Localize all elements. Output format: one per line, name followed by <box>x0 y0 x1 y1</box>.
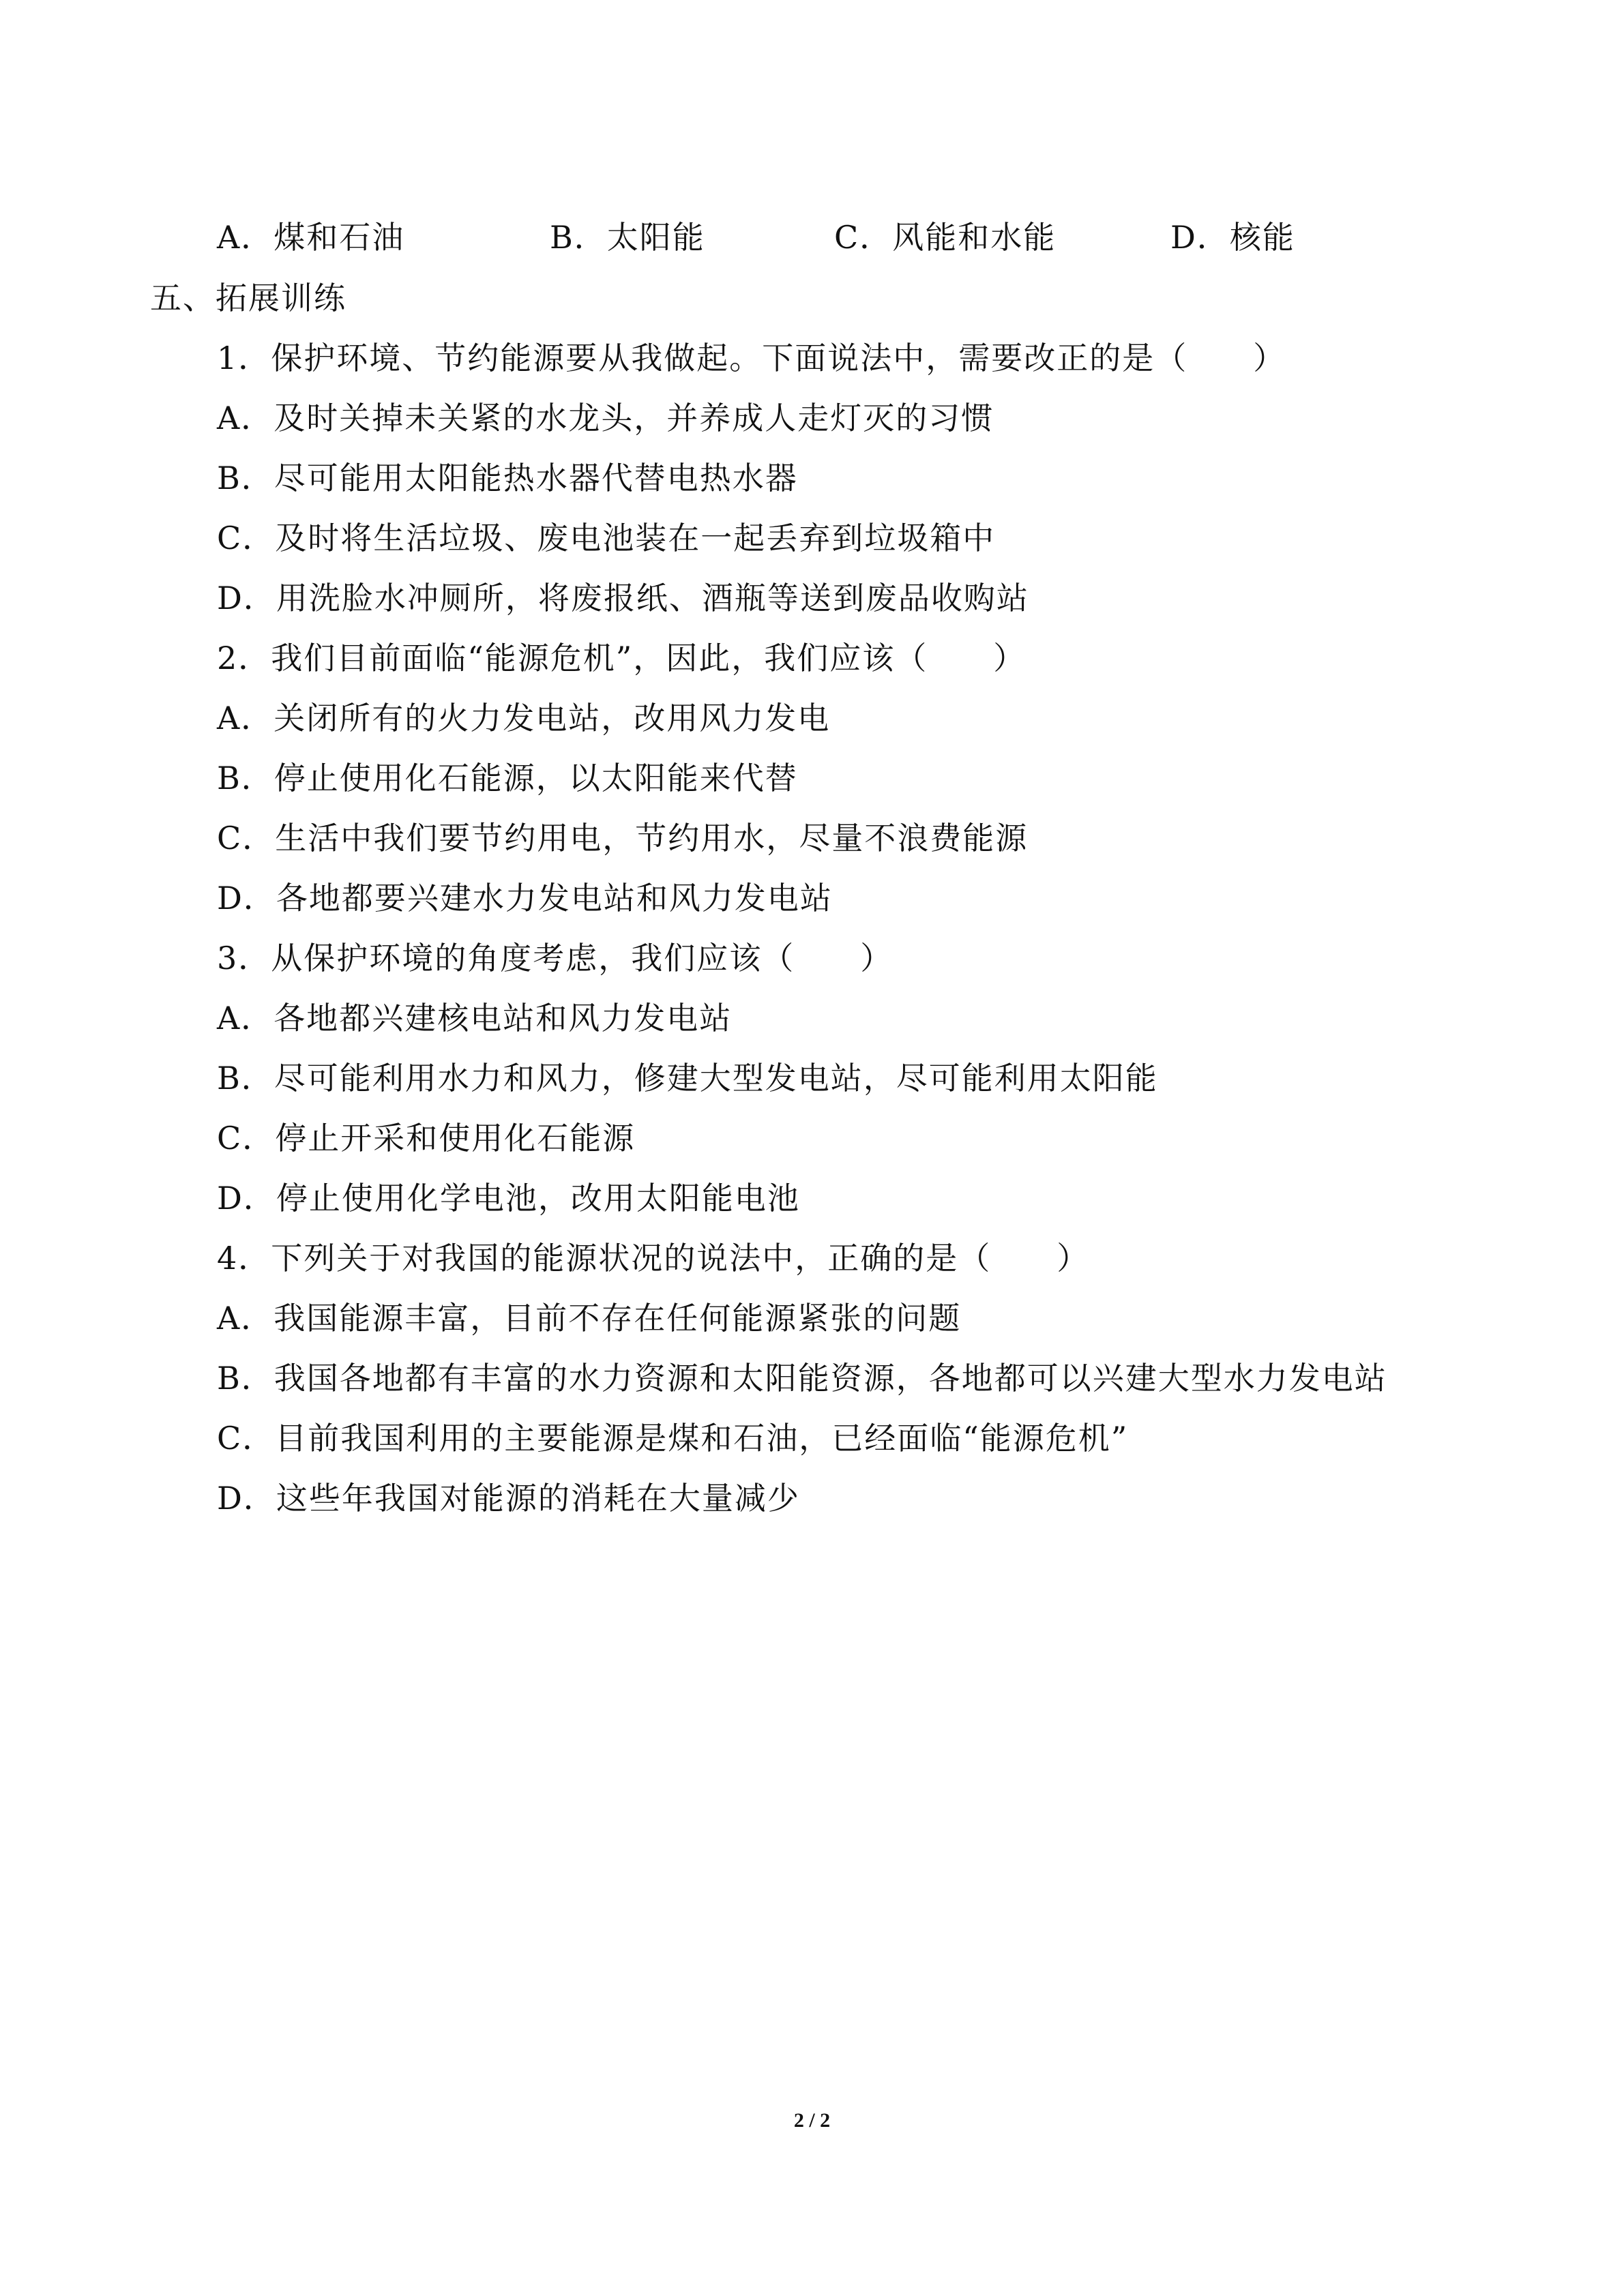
question-option: D．各地都要兴建水力发电站和风力发电站 <box>217 880 833 916</box>
previous-question-options <box>217 217 1376 258</box>
option-b: B．太阳能 <box>550 219 705 256</box>
option-a: A．煤和石油 <box>217 219 405 256</box>
question-stem: 1．保护环境、节约能源要从我做起。下面说法中，需要改正的是（ ） <box>217 340 1286 376</box>
question-option: A．我国能源丰富，目前不存在任何能源紧张的问题 <box>217 1300 962 1337</box>
question-option: C．生活中我们要节约用电，节约用水，尽量不浪费能源 <box>217 820 1029 856</box>
question-option: B．尽可能用太阳能热水器代替电热水器 <box>217 460 798 496</box>
question-option: A．关闭所有的火力发电站，改用风力发电 <box>217 700 831 736</box>
question-option: C．停止开采和使用化石能源 <box>217 1120 636 1157</box>
question-stem: 2．我们目前面临“能源危机”，因此，我们应该（ ） <box>217 640 1027 676</box>
question-option: A．及时关掉未关紧的水龙头，并养成人走灯灭的习惯 <box>217 400 994 436</box>
question-option: C．目前我国利用的主要能源是煤和石油，已经面临“能源危机” <box>217 1420 1129 1457</box>
question-option: B．尽可能利用水力和风力，修建大型发电站，尽可能利用太阳能 <box>217 1060 1158 1097</box>
question-option: B．停止使用化石能源，以太阳能来代替 <box>217 760 798 796</box>
question-option: D．这些年我国对能源的消耗在大量减少 <box>217 1480 800 1517</box>
question-stem: 4．下列关于对我国的能源状况的说法中，正确的是（ ） <box>217 1240 1090 1277</box>
question-option: D．用洗脸水冲厕所，将废报纸、酒瓶等送到废品收购站 <box>217 580 1029 616</box>
option-c: C．风能和水能 <box>834 219 1057 256</box>
page-number: 2 / 2 <box>793 2109 831 2132</box>
question-option: D．停止使用化学电池，改用太阳能电池 <box>217 1180 800 1217</box>
option-d: D．核能 <box>1170 219 1295 256</box>
question-option: C．及时将生活垃圾、废电池装在一起丢弃到垃圾箱中 <box>217 520 996 556</box>
question-stem: 3．从保护环境的角度考虑，我们应该（ ） <box>217 940 894 976</box>
section-title: 五、拓展训练 <box>150 280 346 316</box>
question-option: A．各地都兴建核电站和风力发电站 <box>217 1000 733 1037</box>
question-option: B．我国各地都有丰富的水力资源和太阳能资源，各地都可以兴建大型水力发电站 <box>217 1360 1387 1397</box>
